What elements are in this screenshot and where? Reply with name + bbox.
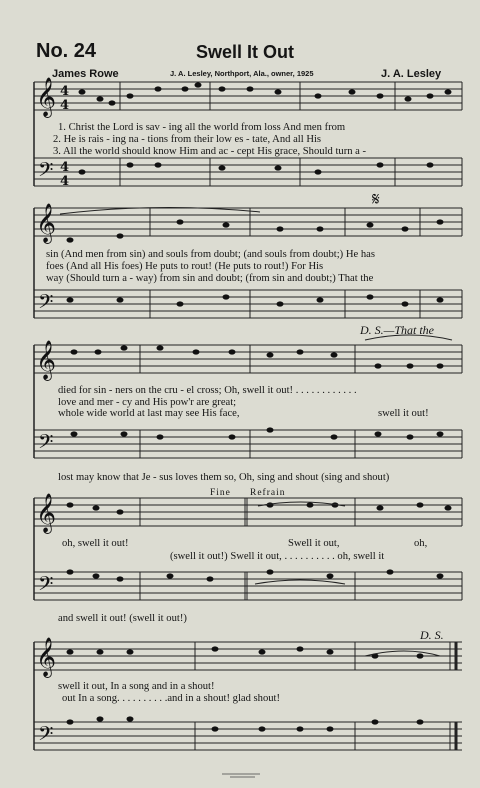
treble-clef-icon: 𝄞: [36, 77, 57, 117]
system-3-verse-2: love and mer - cy and His pow'r are great;: [58, 397, 237, 408]
system-4-treble-staff: [34, 498, 462, 526]
system-5-lower: out In a song. . . . . . . . . .and in a shout! glad shout!: [62, 693, 281, 704]
system-3-bass-lyric: lost may know that Je - sus loves them so, Oh, sing and shout (sing and shout): [58, 472, 390, 483]
composer: J. A. Lesley: [381, 68, 442, 80]
system-4-upper-2: Swell it out,: [288, 538, 340, 549]
footer-ornament: [222, 774, 260, 777]
system-4-bass-lyric: and swell it out! (swell it out!): [58, 613, 187, 624]
hymn-number: No. 24: [36, 40, 97, 62]
treble-clef-icon: 𝄞: [36, 203, 57, 243]
hymn-title: Swell It Out: [196, 42, 295, 62]
system-2-verse-2: foes (And all His foes) He puts to rout! (He puts to rout!) For His: [46, 261, 324, 272]
time-signature-top: 4: [60, 84, 70, 99]
system-1-verse-1: 1. Christ the Lord is sav - ing all the world from loss And men from: [58, 122, 346, 133]
time-signature-top: 4: [60, 160, 70, 175]
treble-clef-icon: 𝄞: [36, 493, 57, 533]
system-5-treble-staff: [34, 642, 462, 670]
bass-clef-icon: 𝄢: [38, 572, 54, 600]
treble-clef-icon: 𝄞: [36, 637, 57, 677]
treble-clef-icon: 𝄞: [36, 340, 57, 380]
system-1-verse-3: 3. All the world should know Him and ac - cept His grace, Should turn a -: [53, 146, 367, 157]
ds-marker: D. S.: [420, 628, 444, 642]
fine-marker: Fine: [210, 488, 231, 498]
system-3-refrain-echo: swell it out!: [378, 408, 429, 419]
bass-clef-icon: 𝄢: [38, 290, 54, 318]
copyright-notice: J. A. Lesley, Northport, Ala., owner, 1925: [170, 69, 314, 78]
system-2-verse-3: way (Should turn a - way) from sin and doubt; (from sin and doubt;) That the: [46, 273, 374, 284]
bass-clef-icon: 𝄢: [38, 722, 54, 750]
segno-icon: 𝄋: [372, 189, 380, 210]
system-5-upper: swell it out, In a song and in a shout!: [58, 681, 215, 692]
bass-clef-icon: 𝄢: [38, 430, 54, 458]
time-signature-bottom: 4: [60, 98, 70, 113]
lyricist: James Rowe: [52, 68, 119, 80]
system-2-verse-1: sin (And men from sin) and souls from doubt; (and souls from doubt;) He has: [46, 249, 375, 260]
system-1-verse-2: 2. He is rais - ing na - tions from their low es - tate, And all His: [53, 134, 322, 145]
system-4-bass-staff: [34, 498, 462, 600]
system-4-upper-4: (swell it out!) Swell it out, . . . . . . . . . . oh, swell it: [170, 551, 385, 562]
system-4-upper-3: oh,: [414, 538, 428, 549]
system-3-verse-3: whole wide world at last may see His face,: [58, 408, 240, 419]
ds-note: D. S.—That the: [360, 323, 435, 337]
refrain-heading: Refrain: [250, 488, 286, 498]
system-3-verse-1: died for sin - ners on the cru - el cross; Oh, swell it out! . . . . . . . . . . . .: [58, 385, 357, 396]
system-2-treble-staff: [34, 208, 462, 236]
time-signature-bottom: 4: [60, 174, 70, 189]
bass-clef-icon: 𝄢: [38, 158, 54, 186]
system-1-treble-staff: [34, 82, 462, 110]
system-4-upper-1: oh, swell it out!: [62, 538, 129, 549]
system-3-treble-staff: [34, 345, 462, 373]
